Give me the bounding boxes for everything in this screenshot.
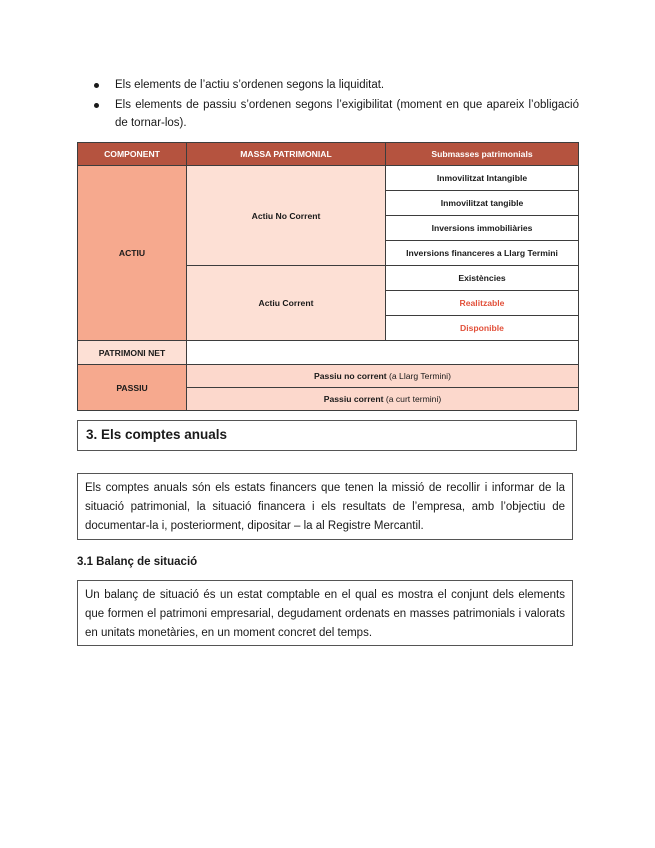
cell-sub-highlight: Disponible xyxy=(386,316,579,341)
patrimonial-masses-table xyxy=(77,142,579,411)
cell-passiu: PASSIU xyxy=(78,365,187,411)
cell-sub: Inmovilitzat tangible xyxy=(386,191,579,216)
bullet-text: Els elements de l’actiu s’ordenen segons la liquiditat. xyxy=(115,79,385,91)
cell-sub-highlight: Realitzable xyxy=(386,291,579,316)
cell-sub: Inmovilitzat Intangible xyxy=(386,166,579,191)
section-3-1-title: 3.1 Balanç de situació xyxy=(77,556,198,568)
bullet-item xyxy=(77,96,579,132)
section-3-1-paragraph-box xyxy=(77,580,573,646)
table-row xyxy=(78,341,579,365)
section-3-heading-box xyxy=(77,420,577,451)
cell-actiu-corrent: Actiu Corrent xyxy=(187,266,386,341)
passiu-corrent-label: Passiu corrent xyxy=(323,394,384,404)
section-3-paragraph-box xyxy=(77,473,573,540)
cell-empty xyxy=(187,341,579,365)
bullet-text: Els elements de passiu s’ordenen segons l’exigibilitat (moment en que apareix l’obligació de tornar-los). xyxy=(115,99,579,129)
bullet-list xyxy=(77,76,579,134)
passiu-no-corrent-label: Passiu no corrent xyxy=(314,371,387,381)
cell-actiu-no-corrent: Actiu No Corrent xyxy=(187,166,386,266)
table-header-row xyxy=(78,143,579,166)
table-row xyxy=(78,365,579,388)
section-3-1-paragraph: Un balanç de situació és un estat comptable en el qual es mostra el conjunt dels elements que formen el patrimoni empresarial, degudament ordenats en masses patrimonials i valorats en unitats monetàries, en un moment concret del temps. xyxy=(85,589,565,639)
header-component: COMPONENT xyxy=(78,143,187,166)
cell-sub: Existències xyxy=(386,266,579,291)
section-3-title: 3. Els comptes anuals xyxy=(86,427,228,442)
passiu-no-corrent-term: (a Llarg Termini) xyxy=(386,371,451,381)
header-massa: MASSA PATRIMONIAL xyxy=(187,143,386,166)
table-row xyxy=(78,166,579,191)
cell-passiu-corrent xyxy=(187,388,579,411)
cell-actiu: ACTIU xyxy=(78,166,187,341)
cell-sub: Inversions immobiliàries xyxy=(386,216,579,241)
bullet-dot-icon xyxy=(94,103,99,108)
cell-sub: Inversions financeres a Llarg Termini xyxy=(386,241,579,266)
passiu-corrent-term: (a curt termini) xyxy=(383,394,442,404)
bullet-dot-icon xyxy=(94,83,99,88)
section-3-paragraph: Els comptes anuals són els estats financers que tenen la missió de recollir i informar de la situació patrimonial, la situació financera i els resultats de l’empresa, amb l’objectiu de documentar-la i, posteriorment, dipositar – la al Registre Mercantil. xyxy=(85,482,565,532)
cell-passiu-no-corrent xyxy=(187,365,579,388)
header-submasses: Submasses patrimonials xyxy=(386,143,579,166)
cell-patrimoni-net: PATRIMONI NET xyxy=(78,341,187,365)
bullet-item xyxy=(77,76,579,94)
